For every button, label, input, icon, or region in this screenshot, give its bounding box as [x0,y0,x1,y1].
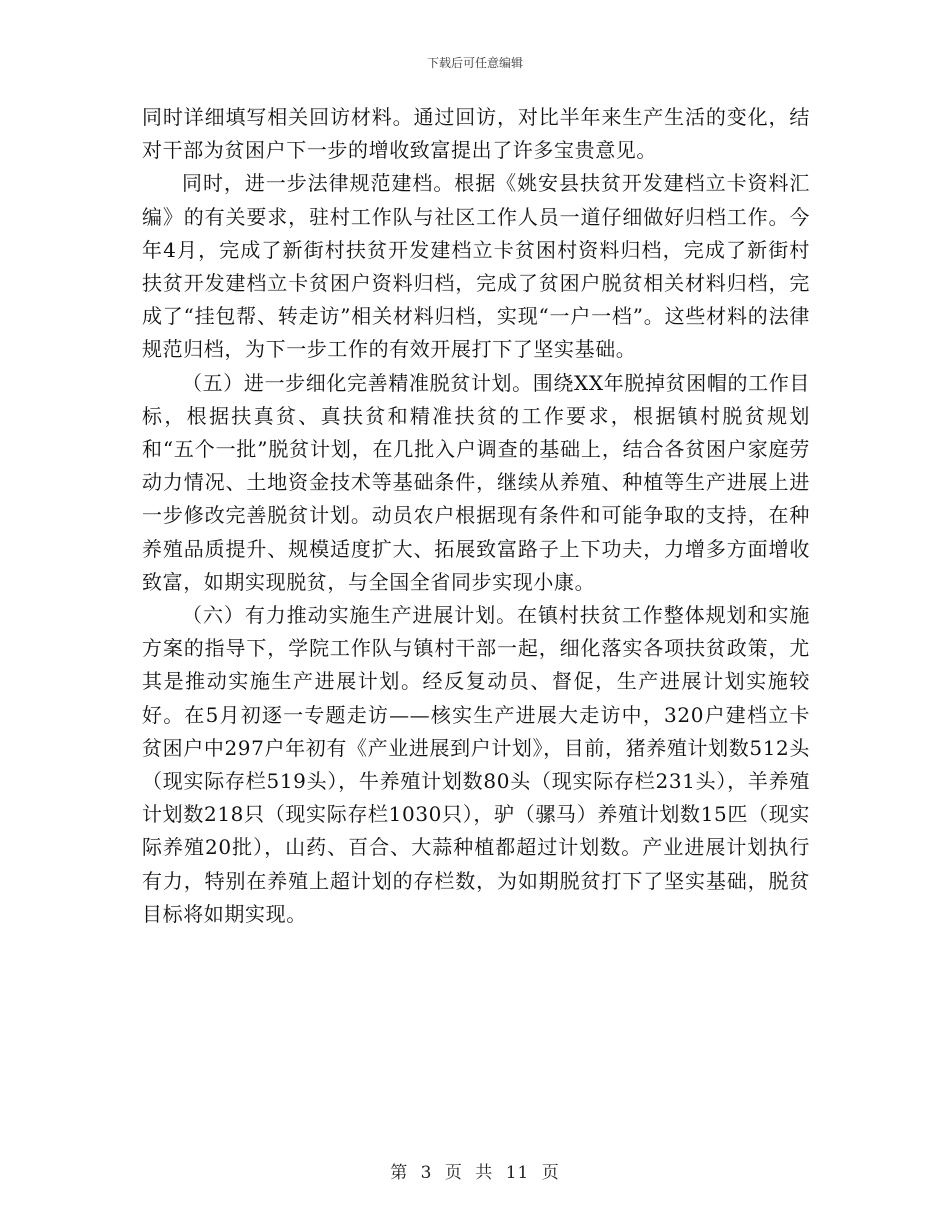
paragraph-section-five: （五）进一步细化完善精准脱贫计划。围绕XX年脱掉贫困帽的工作目标，根据扶真贫、真扶贫和精准扶贫的工作要求，根据镇村脱贫规划和“五个一批”脱贫计划，在几批入户调查的基础上，结合各贫困户家庭劳动力情况、土地资金技术等基础条件，继续从养殖、种植等生产进展上进一步修改完善脱贫计划。动员农户根据现有条件和可能争取的支持，在种养殖品质提升、规模适度扩大、拓展致富路子上下功夫，力增多方面增收致富，如期实现脱贫，与全国全省同步实现小康。 [142,370,810,594]
paragraph-continuation: 同时详细填写相关回访材料。通过回访，对比半年来生产生活的变化，结对干部为贫困户下一步的增收致富提出了许多宝贵意见。 [142,105,810,163]
paragraph-archiving: 同时，进一步法律规范建档。根据《姚安县扶贫开发建档立卡资料汇编》的有关要求，驻村工作队与社区工作人员一道仔细做好归档工作。今年4月，完成了新街村扶贫开发建档立卡贫困村资料归档，完成了新街村扶贫开发建档立卡贫困户资料归档，完成了贫困户脱贫相关材料归档，完成了“挂包帮、转走访”相关材料归档，实现“一户一档”。这些材料的法律规范归档，为下一步工作的有效开展打下了坚实基础。 [142,171,810,362]
page-header-note: 下载后可任意编辑 [426,56,523,70]
paragraph-section-six: （六）有力推动实施生产进展计划。在镇村扶贫工作整体规划和实施方案的指导下，学院工作队与镇村干部一起，细化落实各项扶贫政策，尤其是推动实施生产进展计划。经反复动员、督促，生产进展计划实施较好。在5月初逐一专题走访——核实生产进展大走访中，320户建档立卡贫困户中297户年初有《产业进展到户计划》，目前，猪养殖计划数512头（现实际存栏519头），牛养殖计划数80头（现实际存栏231头），羊养殖计划数218只（现实际存栏1030只），驴（骡马）养殖计划数15匹（现实际养殖20批），山药、百合、大蒜种植都超过计划数。产业进展计划执行有力，特别在养殖上超计划的存栏数，为如期脱贫打下了坚实基础，脱贫目标将如期实现。 [142,603,810,926]
document-body [142,101,810,931]
page-number: 第 3 页 共 11 页 [390,1163,560,1183]
